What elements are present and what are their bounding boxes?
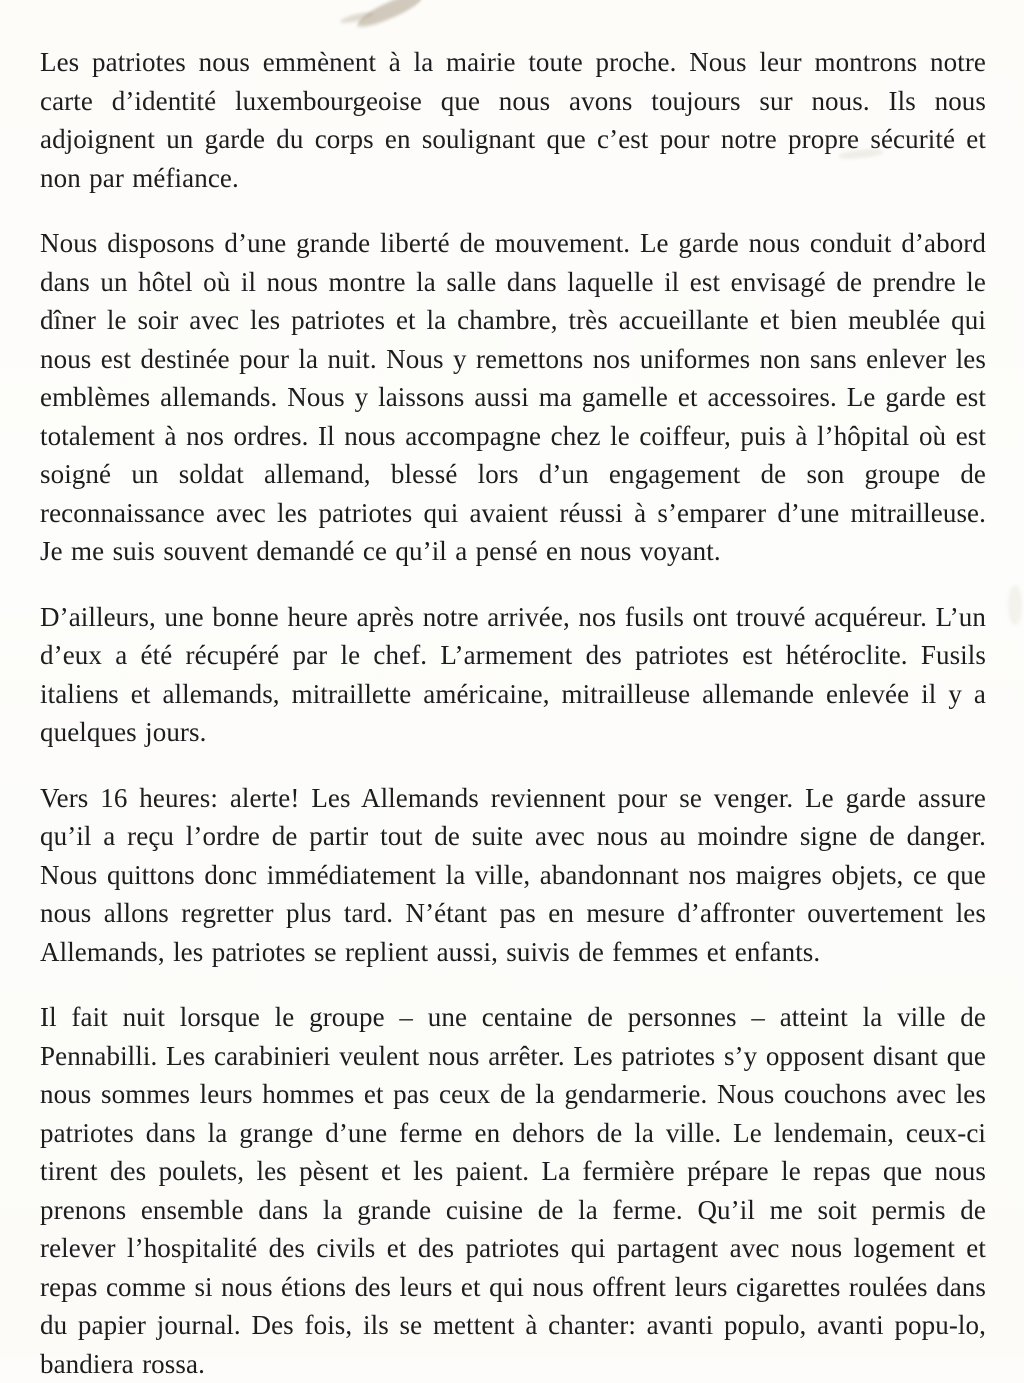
paragraph-1: Les patriotes nous emmènent à la mairie toute proche. Nous leur montrons notre carte d’identité luxembourgeoise que nous avons toujours sur nous. Ils nous adjoignent un garde du corps en soulignant que c’est pour notre propre sécurité et non par méfiance. — [40, 47, 986, 193]
scan-smudge — [340, 10, 375, 25]
paragraph-4: Vers 16 heures: alerte! Les Allemands reviennent pour se venger. Le garde assure qu’il a reçu l’ordre de partir tout de suite avec nous au moindre signe de danger. Nous quittons donc immédiatement la ville, abandonnant nos maigres objets, ce que nous allons regretter plus tard. N’étant pas en mesure d’affronter ouvertement les Allemands, les patriotes se replient aussi, suivis de femmes et enfants. — [40, 782, 986, 967]
paragraph-2: Nous disposons d’une grande liberté de mouvement. Le garde nous conduit d’abord dans un hôtel où il nous montre la salle dans laquelle il est envisagé de prendre le dîner le soir avec les patriotes et la chambre, très accueillante et bien meublée qui nous est destinée pour la nuit. Nous y remettons nos uniformes non sans enlever les emblèmes allemands. Nous y laissons aussi ma gamelle et accessoires. Le garde est totalement à nos ordres. Il nous accompagne chez le coiffeur, puis à l’hôpital où est soigné un soldat allemand, blessé lors d’un engagement de son groupe de reconnaissance avec les patriotes qui avaient réussi à s’emparer d’une mitrailleuse. Je me suis souvent demandé ce qu’il a pensé en nous voyant. — [40, 228, 986, 566]
scan-smudge — [1008, 585, 1022, 625]
paragraph-5: Il fait nuit lorsque le groupe – une centaine de personnes – atteint la ville de Pennabilli. Les carabinieri veulent nous arrêter. Les patriotes s’y opposent disant que nous sommes leurs hommes et pas ceux de la gendarmerie. Nous couchons avec les patriotes dans la grange d’une ferme en dehors de la ville. Le lendemain, ceux-ci tirent des poulets, les pèsent et les paient. La fermière prépare le repas que nous prenons ensemble dans la grande cuisine de la ferme. Qu’il me soit permis de relever l’hospitalité des civils et des patriotes qui partagent avec nous logement et repas comme si nous étions des leurs et qui nous offrent leurs cigarettes roulées dans du papier journal. Des fois, ils se mettent à chanter: avanti populo, avanti popu-lo, bandiera rossa. — [40, 1002, 986, 1379]
scan-smudge — [356, 0, 423, 32]
paragraph-3: D’ailleurs, une bonne heure après notre arrivée, nos fusils ont trouvé acquéreur. L’un d’eux a été récupéré par le chef. L’armement des patriotes est hétéroclite. Fusils italiens et allemands, mitraillette américaine, mitrailleuse allemande enlevée il y a quelques jours. — [40, 601, 986, 747]
